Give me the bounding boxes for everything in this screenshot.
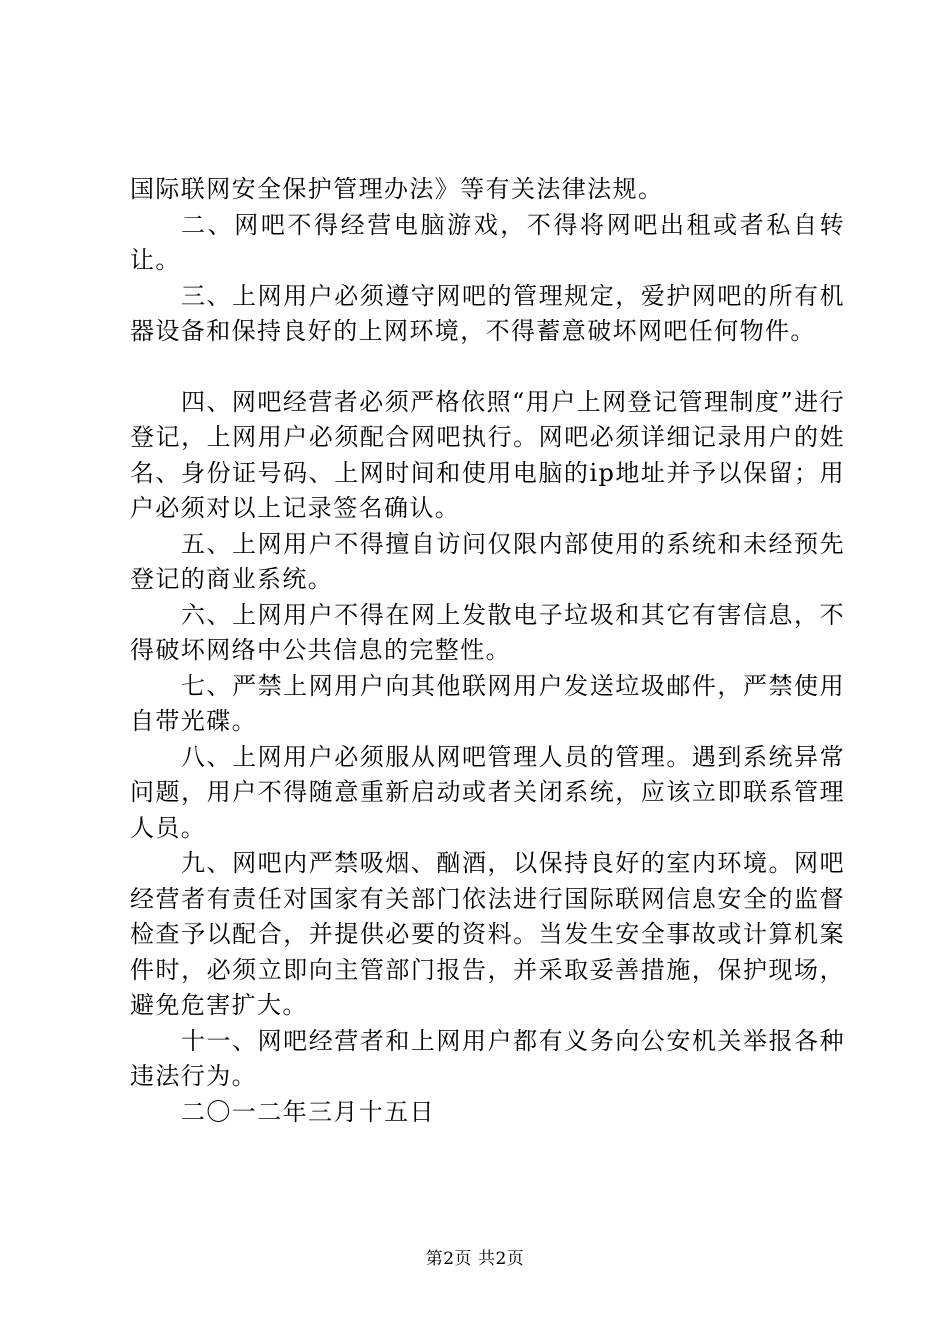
document-date: 二〇一二年三月十五日: [181, 1097, 435, 1126]
paragraph-rule-11: 十一、网吧经营者和上网用户都有义务向公安机关举报各种违法行为。: [130, 1026, 845, 1090]
paragraph-rule-4: 四、网吧经营者必须严格依照“用户上网登记管理制度”进行登记，上网用户必须配合网吧执行。网吧必须详细记录用户的姓名、身份证号码、上网时间和使用电脑的ip地址并予以保留；用户必须对以上记录签名确认。: [130, 387, 845, 522]
paragraph-rule-5: 五、上网用户不得擅自访问仅限内部使用的系统和未经预先登记的商业系统。: [130, 529, 845, 593]
paragraph-rule-8: 八、上网用户必须服从网吧管理人员的管理。遇到系统异常问题，用户不得随意重新启动或者关闭系统，应该立即联系管理人员。: [130, 742, 845, 842]
page-number-footer: 第2页 共2页: [425, 1249, 525, 1269]
paragraph-rule-7: 七、严禁上网用户向其他联网用户发送垃圾邮件，严禁使用自带光碟。: [130, 671, 845, 735]
paragraph-rule-2: 二、网吧不得经营电脑游戏，不得将网吧出租或者私自转让。: [130, 210, 845, 274]
document-body: [130, 172, 845, 1130]
paragraph-rule-9: 九、网吧内严禁吸烟、酗酒，以保持良好的室内环境。网吧经营者有责任对国家有关部门依法进行国际联网信息安全的监督检查予以配合，并提供必要的资料。当发生安全事故或计算机案件时，必须立即向主管部门报告，并采取妥善措施，保护现场，避免危害扩大。: [130, 849, 845, 1019]
paragraph-rule-3: 三、上网用户必须遵守网吧的管理规定，爱护网吧的所有机器设备和保持良好的上网环境，不得蓄意破坏网吧任何物件。: [130, 281, 845, 345]
paragraph-continuation: 国际联网安全保护管理办法》等有关法律法规。: [130, 175, 664, 203]
paragraph-rule-6: 六、上网用户不得在网上发散电子垃圾和其它有害信息，不得破坏网络中公共信息的完整性。: [130, 600, 845, 664]
